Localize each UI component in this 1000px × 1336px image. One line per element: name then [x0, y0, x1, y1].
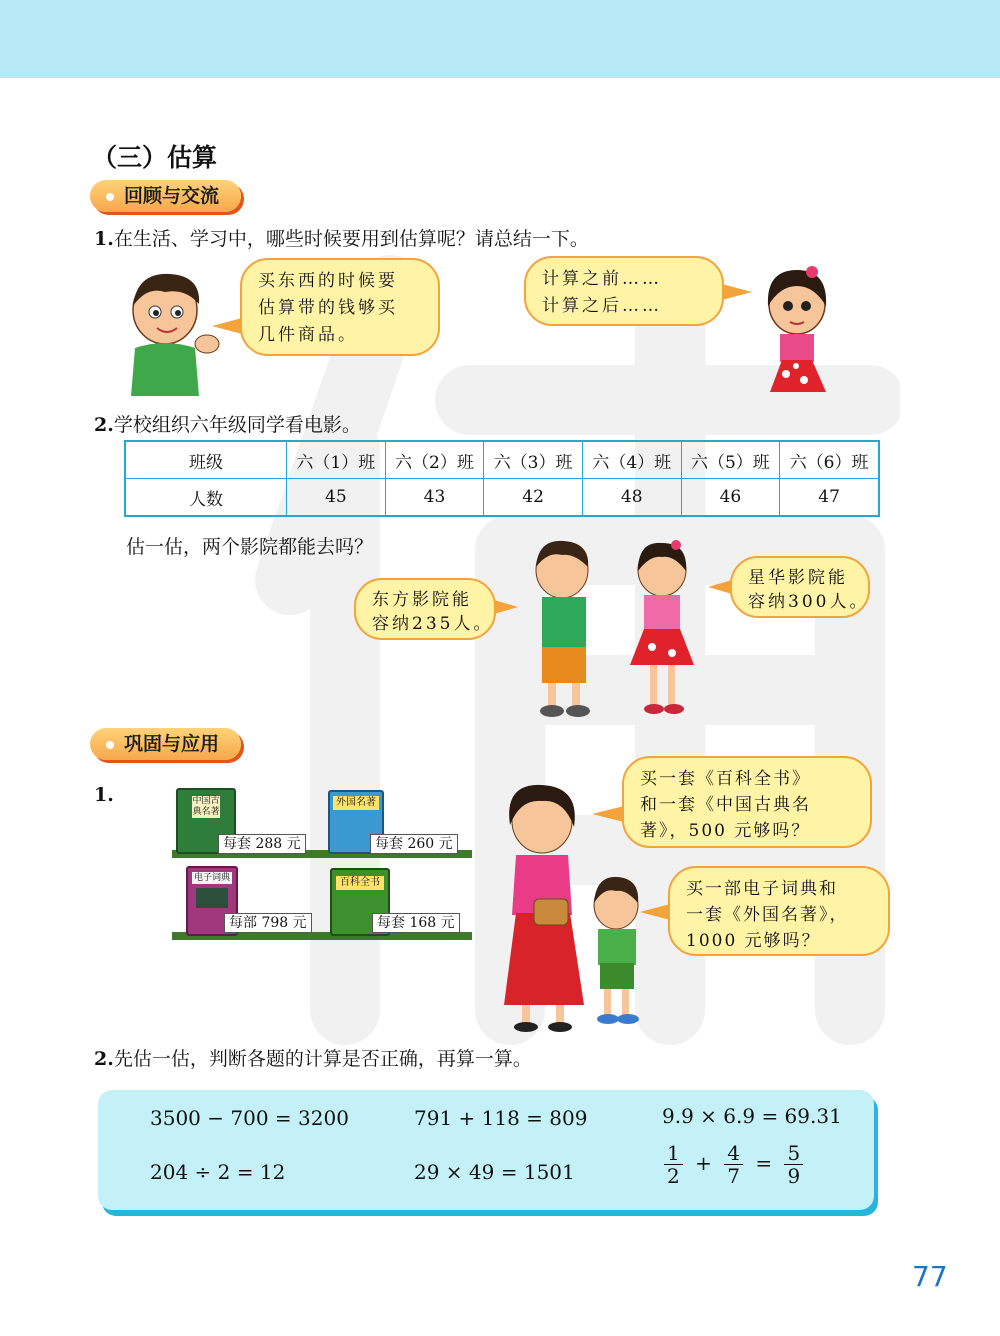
exercise-box	[98, 1090, 874, 1210]
table-cell: 六（1）班	[287, 441, 386, 479]
boy-illustration	[115, 268, 225, 398]
bubble-tail	[722, 284, 752, 300]
fraction	[664, 1142, 683, 1187]
bullet-dot-icon	[106, 741, 114, 749]
exercise-3: 9.9 × 6.9 = 69.31	[662, 1104, 842, 1128]
bubble-tail	[592, 806, 624, 822]
table-cell: 48	[582, 479, 681, 517]
question-text: 先估一估，判断各题的计算是否正确，再算一算。	[113, 1048, 532, 1070]
bubble-line: 容纳300人。	[748, 592, 870, 612]
girl-illustration	[752, 262, 842, 397]
product-name: 百科全书	[336, 876, 384, 890]
mother-speech-bubble	[622, 756, 872, 848]
exercise-1: 3500 − 700 = 3200	[150, 1106, 349, 1130]
apply-question-2	[94, 1044, 532, 1071]
table-header-cell: 班级	[125, 441, 287, 479]
table-cell: 43	[385, 479, 484, 517]
exercise-6-fractions	[664, 1142, 803, 1187]
table-cell: 六（6）班	[780, 441, 879, 479]
bubble-line: 一套《外国名著》，	[686, 905, 849, 925]
table-cell: 六（2）班	[385, 441, 484, 479]
table-row	[125, 441, 879, 479]
bubble-line: 计算之前……	[542, 269, 662, 289]
bubble-line: 买一套《百科全书》	[640, 769, 811, 789]
numerator: 1	[664, 1142, 683, 1165]
bubble-line: 买一部电子词典和	[686, 879, 838, 899]
equals-sign: =	[755, 1151, 773, 1175]
table-cell: 46	[681, 479, 780, 517]
question-number: 1.	[94, 228, 114, 250]
cinema-star-bubble	[730, 556, 870, 618]
table-header-cell: 人数	[125, 479, 287, 517]
bullet-dot-icon	[106, 193, 114, 201]
estimate-prompt: 估一估，两个影院都能去吗？	[126, 536, 374, 558]
bubble-line: 著》，500 元够吗？	[640, 821, 811, 841]
table-cell: 六（5）班	[681, 441, 780, 479]
bubble-line: 计算之后……	[542, 296, 662, 316]
bubble-line: 容纳235人。	[372, 614, 494, 634]
kids-illustration	[512, 535, 722, 720]
denominator: 7	[727, 1164, 740, 1188]
bubble-line: 买东西的时候要	[258, 271, 398, 291]
table-cell: 45	[287, 479, 386, 517]
cinema-east-bubble	[354, 578, 496, 640]
exercise-2: 791 + 118 = 809	[414, 1106, 588, 1130]
question-number: 1.	[94, 784, 114, 806]
question-number: 2.	[94, 1048, 114, 1070]
review-question-2	[94, 410, 361, 437]
section-title: （三）估算	[92, 143, 218, 172]
review-label: 回顾与交流	[124, 185, 220, 207]
table-row	[125, 479, 879, 517]
price-label: 每套 288 元	[218, 834, 306, 854]
fraction	[784, 1142, 803, 1187]
bubble-tail	[708, 580, 732, 594]
product-name: 电子词典	[193, 873, 230, 883]
denominator: 9	[787, 1164, 801, 1188]
review-question-1	[94, 224, 589, 251]
bubble-line: 1000 元够吗？	[686, 931, 821, 951]
operator: +	[695, 1151, 712, 1175]
numerator: 5	[784, 1142, 803, 1165]
review-section-tag	[90, 180, 241, 212]
bubble-tail	[640, 904, 670, 920]
fraction	[724, 1142, 743, 1187]
apply-section-tag	[90, 728, 241, 760]
apply-label: 巩固与应用	[124, 733, 220, 755]
son-speech-bubble	[668, 866, 890, 956]
bubble-tail	[212, 318, 242, 334]
bubble-line: 东方影院能	[372, 590, 472, 610]
denominator: 2	[667, 1164, 680, 1188]
device-screen-icon	[196, 888, 228, 908]
class-attendance-table	[124, 440, 880, 517]
product-name: 中国古典名著	[192, 796, 220, 817]
page-number: 77	[912, 1260, 948, 1293]
numerator: 4	[724, 1142, 743, 1165]
boy-speech-bubble	[240, 258, 440, 356]
header-band	[0, 0, 1000, 78]
girl-speech-bubble	[524, 256, 724, 326]
price-label: 每部 798 元	[224, 913, 312, 933]
price-label: 每套 260 元	[370, 834, 458, 854]
bubble-line: 估算带的钱够买	[258, 298, 398, 318]
product-name: 外国名著	[333, 796, 379, 810]
question-number: 2.	[94, 414, 114, 436]
table-cell: 47	[780, 479, 879, 517]
apply-question-1-number	[94, 784, 114, 806]
bubble-line: 星华影院能	[748, 568, 848, 588]
table-cell: 六（3）班	[484, 441, 583, 479]
question-text: 学校组织六年级同学看电影。	[113, 414, 361, 436]
price-label: 每套 168 元	[372, 913, 460, 933]
question-text: 在生活、学习中，哪些时候要用到估算呢？请总结一下。	[113, 228, 589, 250]
table-cell: 42	[484, 479, 583, 517]
bubble-line: 几件商品。	[258, 325, 358, 345]
table-cell: 六（4）班	[582, 441, 681, 479]
exercise-4: 204 ÷ 2 = 12	[150, 1160, 286, 1184]
exercise-5: 29 × 49 = 1501	[414, 1160, 575, 1184]
bubble-line: 和一套《中国古典名	[640, 795, 811, 815]
